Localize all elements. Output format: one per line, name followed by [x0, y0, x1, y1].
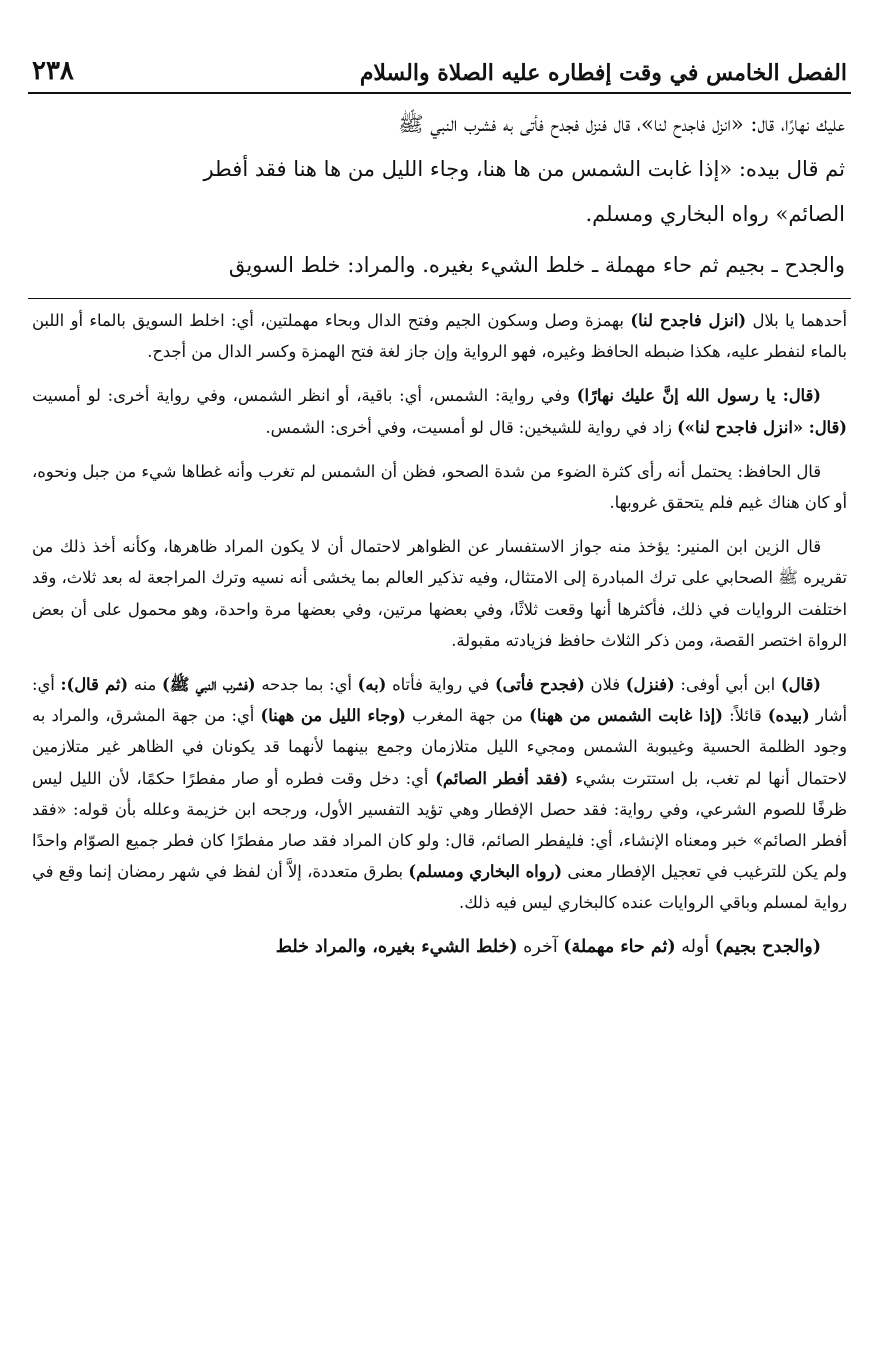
commentary-paragraph: [32, 305, 847, 367]
hadith-line: ثم قال بيده: «إذا غابت الشمس من ها هنا، وجاء الليل من ها هنا فقد أفطر: [203, 157, 845, 181]
text-span: بهمزة وصل وسكون الجيم وفتح الدال وبحاء مهملتين، أي: اخلط السويق بالماء أو اللبن بالماء لنفطر عليه، هكذا ضبطه الحافظ وغيره، فهو الرواية وإن جاز لغة فتح الهمزة وكسر الدال من أجدح.: [32, 311, 847, 362]
quoted-phrase: (قال: «انزل فاجدح لنا»): [677, 417, 847, 437]
hadith-line: عليك نهارًا، قال: «انزل فاجدح لنا»، قال فنزل فجدح فأتى به فشرب النبي ﷺ: [398, 112, 845, 136]
text-span: أي: بما جدحه: [261, 675, 352, 695]
text-span: ابن أبي أوفى:: [680, 675, 776, 695]
quoted-phrase: (خلط الشيء بغيره، والمراد خلط: [275, 936, 518, 957]
quoted-phrase: (ثم قال):: [60, 675, 129, 695]
quoted-phrase: (ثم حاء مهملة): [563, 936, 676, 957]
chapter-title: الفصل الخامس في وقت إفطاره عليه الصلاة والسلام: [359, 60, 847, 86]
quoted-phrase: (إذا غابت الشمس من ههنا): [529, 706, 723, 726]
commentary-paragraph: قال الزين ابن المنير: يؤخذ منه جواز الاستفسار عن الظواهر لاحتمال أن لا يكون المراد ظاهرها، وكأنه أخذ ذلك من تقريره ﷺ الصحابي على ترك المبادرة إلى الامتثال، وفيه تذكير العالم بما يخشى أنه نسيه وترك المراجعة له بعد ثلاث، وقد اختلفت الروايات في ذلك، فأكثرها أنها وقعت ثلاثًا، وفي بعضها مرتين، وفي بعضها مرة واحدة، وهو محمول على أن بعض الرواة اختصر القصة، ومن ذكر الثلاث حافظ فزيادته مقبولة.: [32, 537, 847, 650]
text-span: أوله: [681, 936, 710, 957]
commentary-paragraph: [32, 380, 847, 442]
quoted-phrase: (وجاء الليل من ههنا): [260, 706, 406, 726]
text-span: فلان: [590, 675, 620, 695]
hadith-line: الصائم» رواه البخاري ومسلم.: [585, 202, 845, 226]
text-span: أي: دخل وقت فطره أو صار مفطرًا حكمًا، لأن الليل ليس ظرفًا للصوم الشرعي، وفي رواية: فقد حصل الإفطار وهي تؤيد التفسير الأول، ورجحه ابن خزيمة وعلله بأن قوله: «فقد أفطر الصائم» خبر ومعناه الإنشاء، أي: فليفطر الصائم، قال: ولو كان المراد فقد صار مفطرًا كان فطر جميع الصوّام واحدًا ولم يكن للترغيب في تعجيل الإفطار معنى: [32, 768, 847, 882]
quoted-phrase: (به): [357, 675, 387, 695]
text-span: أي: أشار: [32, 675, 847, 726]
text-span: من جهة المغرب: [412, 706, 523, 726]
quoted-phrase: (فنزل): [625, 675, 675, 695]
text-span: في رواية فأتاه: [392, 675, 490, 695]
commentary-paragraph: [32, 932, 847, 963]
quoted-phrase: (قال): [780, 675, 821, 695]
text-span: وفي رواية: الشمس، أي: باقية، أو انظر الشمس، وفي رواية أخرى: لو أمسيت: [32, 386, 570, 406]
text-span: قائلاً:: [729, 706, 762, 726]
text-span: بطرق متعددة، إلاَّ أن لفظ في شهر رمضان إنما وقع في رواية لمسلم وباقي الروايات عنده كالبخاري ليس فيه ذلك.: [32, 862, 847, 913]
text-span: زاد في رواية للشيخين: قال لو أمسيت، وفي أخرى: الشمس.: [265, 417, 672, 437]
commentary-paragraph: [32, 669, 847, 919]
text-span: أحدهما يا بلال: [752, 311, 847, 330]
quoted-phrase: (بيده): [767, 706, 810, 726]
page-number: ٢٣٨: [32, 56, 74, 86]
book-page: [28, 40, 851, 976]
page-header: [28, 40, 851, 94]
text-span: منه: [133, 675, 157, 695]
hadith-line: والجدح ـ بجيم ثم حاء مهملة ـ خلط الشيء بغيره. والمراد: خلط السويق: [228, 253, 845, 277]
commentary-paragraph: قال الحافظ: يحتمل أنه رأى كثرة الضوء من شدة الصحو، فظن أن الشمس لم تغرب وأنه غطاها شيء من جبل ونحوه، أو كان هناك غيم فلم يتحقق غروبها.: [32, 461, 847, 513]
quoted-phrase: (فشرب النبي ﷺ): [161, 675, 256, 695]
quoted-phrase: (والجدح بجيم): [714, 936, 821, 957]
quoted-phrase: (فجدح فأتى): [494, 675, 585, 695]
text-span: أي: من جهة المشرق، والمراد به وجود الظلمة الحسية وغيبوبة الشمس ومجيء الليل متلازمان وجمع بينهما لأنهما قد يكونان في الظاهر غير متلازمين لاحتمال أنها لم تغب، بل استترت بشيء: [32, 706, 847, 788]
quoted-phrase: (رواه البخاري ومسلم): [408, 862, 563, 882]
hadith-text: [28, 94, 851, 298]
commentary: [28, 305, 851, 963]
quoted-phrase: (قال: يا رسول الله إنَّ عليك نهارًا): [576, 386, 821, 406]
section-divider: [28, 298, 851, 299]
quoted-phrase: (انزل فاجدح لنا): [630, 311, 747, 330]
quoted-phrase: (فقد أفطر الصائم): [435, 768, 569, 788]
text-span: آخره: [523, 936, 558, 957]
